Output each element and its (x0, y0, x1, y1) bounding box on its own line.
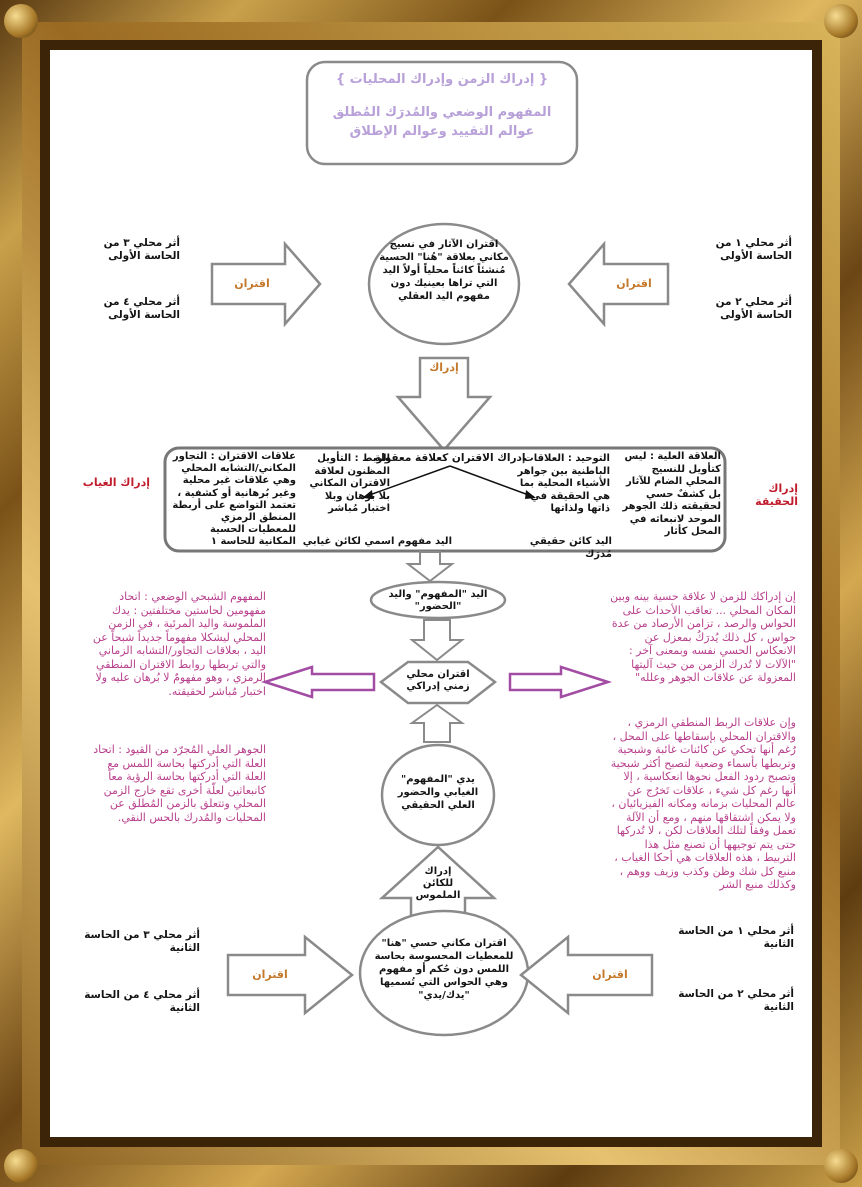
top-oval-text: اقتران الآثار في نسيج مكاني بعلاقة "هُنا" الحسية مُنشئاً كائناً محلياً أولاً اليد التي تراها بعينيك دون مفهوم اليد العقلي (379, 239, 509, 302)
middle-col-midright: التوحيد : العلاقات الباطنية بين جواهر الأشياء المحلية بما هي الحقيقة في ذاتها ولذاتها (517, 453, 610, 514)
center-oval-top-text: اليد "المفهوم" واليد "الحضور" (388, 589, 488, 612)
purple-arrow-left (265, 667, 374, 697)
middle-bottom-left: اليد مفهوم اسمي لكائن غيابي (302, 536, 452, 547)
middle-bottom-right: اليد كائن حقيقي مُدرَك (529, 536, 612, 560)
box-down-arrow (408, 552, 452, 581)
title-line-2: المفهوم الوضعي والمُدرَك المُطلق (332, 105, 552, 120)
title-line-1: { إدراك الزمن وإدراك المحليات } (335, 72, 549, 87)
bottom-right-trace-1: أثر محلي ١ من الحاسة الثانية (678, 925, 794, 950)
bottom-left-arrow-label: اقتران (252, 968, 288, 981)
bottom-left-trace-3: أثر محلي ٣ من الحاسة الثانية (84, 929, 200, 954)
left-panel-p1: المفهوم الشبحي الوضعي : اتحاد مفهومين لحاستين مختلفتين : يدك الملموسة واليد المرئية ، في الزمن المحلي ليشكلا مفهوماً جديداً شبحاً عن اليد ، بعلاقات التجاور/التشابه الزماني والتي تربطها روابط الاقتران المنطقي الرمزي ، وهو مفهومٌ لا بُرهان عليه ولا اختبار مُباشر لحقيقته. (92, 590, 266, 698)
idrak-label: إدراك (429, 361, 459, 374)
middle-col-right: العلاقة العلية : ليس كتأويل للنسيج المحلي الضام للآثار بل كشفٌ حسي لحقيقته ذلك الجوهر الموحد لانبعاثه في المحل كأثار (622, 451, 721, 537)
bottom-right-trace-2: أثر محلي ٢ من الحاسة الثانية (678, 988, 794, 1013)
top-right-trace-1: أثر محلي ١ من الحاسة الأولى (715, 237, 792, 262)
purple-arrow-right (510, 667, 608, 697)
left-panel-p2: الجوهر العلي المُجرّد من القيود : اتحاد العلة التي أدركتها بحاسة اللمس مع العلة التي أدركتها بحاسة الرؤية معاً كانبعاثين لعلّة أخرى تقع خارج الزمن المحلي وتتعلق بالزمن المُطلق عن المحليات والمُدرك بالحس النقي. (93, 743, 266, 824)
bottom-oval-text: اقتران مكاني حسي "هنا" للمعطيات المحسوسة بحاسة اللمس دون حُكم أو مفهوم وهي الحواس التي تُسميها "يدك/يدي" (374, 938, 514, 1001)
top-right-arrow-label: اقتران (616, 277, 652, 290)
center-oval-mid-text: يدي "المفهوم" الغيابي والحضور العلي الحقيقي (397, 774, 479, 811)
bottom-right-arrow-label: اقتران (592, 968, 628, 981)
bottom-left-trace-4: أثر محلي ٤ من الحاسة الثانية (84, 989, 200, 1014)
title-block (307, 62, 577, 139)
middle-col-midleft: الربط : التأويل المظنون لعلاقة الاقتران المكاني بلا برهان وبلا اختبار مُباشر (309, 453, 390, 514)
title-line-3: عوالم التقييد وعوالم الإطلاق (349, 124, 535, 139)
side-label-left: إدراك الغياب (82, 476, 150, 489)
top-right-trace-2: أثر محلي ٢ من الحاسة الأولى (715, 296, 792, 321)
top-left-trace-3: أثر محلي ٣ من الحاسة الأولى (103, 237, 180, 262)
hexagon-up-arrow (412, 705, 462, 742)
right-panel-p1: إن إدراكك للزمن لا علاقة حسية بينه وبين المكان المحلي ... تعاقب الأحداث على الحواس والرصد ، تزامن الأرصاد من عدة حواس ، كل ذلك يُدرَكُ بمعزل عن الانعكاس الحسي نفسه وبمعنى آخر : "الآلات لا تُدرك الزمن من حيث آليتها المعزولة عن علاقات الجوهر وعلله" (610, 590, 796, 684)
side-label-right: إدراك الحقيقة (755, 482, 798, 508)
middle-col-left: علاقات الاقتران : التجاور المكاني/التشابه المحلي وهي علاقات غير محلية وغير بُرهانية أو كشفية ، تعتمد التواضع على أربطة المنطق الرمزي للمعطيات الحسية المكانية للحاسة ١ (172, 451, 296, 548)
top-left-arrow-label: اقتران (234, 277, 270, 290)
big-up-arrow-label: إدراك للكائن الملموس (415, 866, 461, 901)
top-left-trace-4: أثر محلي ٤ من الحاسة الأولى (103, 296, 180, 321)
right-panel-p2: وإن علاقات الربط المنطقي الرمزي ، والاقتران المحلي بإسقاطها على المحل ، رُغم أنها تحكي عن كائنات غائبة وشبحية وتربطها بأسماء وضعية لتصبح أكثر شبحية وتصبح ردود الفعل نحوها انعكاسية ، إلا أنها رغم كل شيء ، علاقات تَخرُج عن عالم المحليات بزمانه ومكانه الفيزيائيان ، ولا يمكن اشتقاقها منهم ، ومع أن الآلة تعمل وفقاً لتلك العلاقات لكن ، لا تُدركها حتى يتم توجيهها أن تصنع مثل هذا التربيط ، هذه العلاقات هي أحكا الغياب ، منبع كل شك وظن وكذب وزيف ووهم ، وكذلك منبع الشر (610, 716, 796, 891)
hexagon-down-arrow (412, 620, 462, 660)
center-hexagon-text: اقتران محلي زمني إدراكي (406, 669, 470, 692)
middle-box-header: إدراك الاقتران كعلاقة معقولة (374, 452, 526, 464)
